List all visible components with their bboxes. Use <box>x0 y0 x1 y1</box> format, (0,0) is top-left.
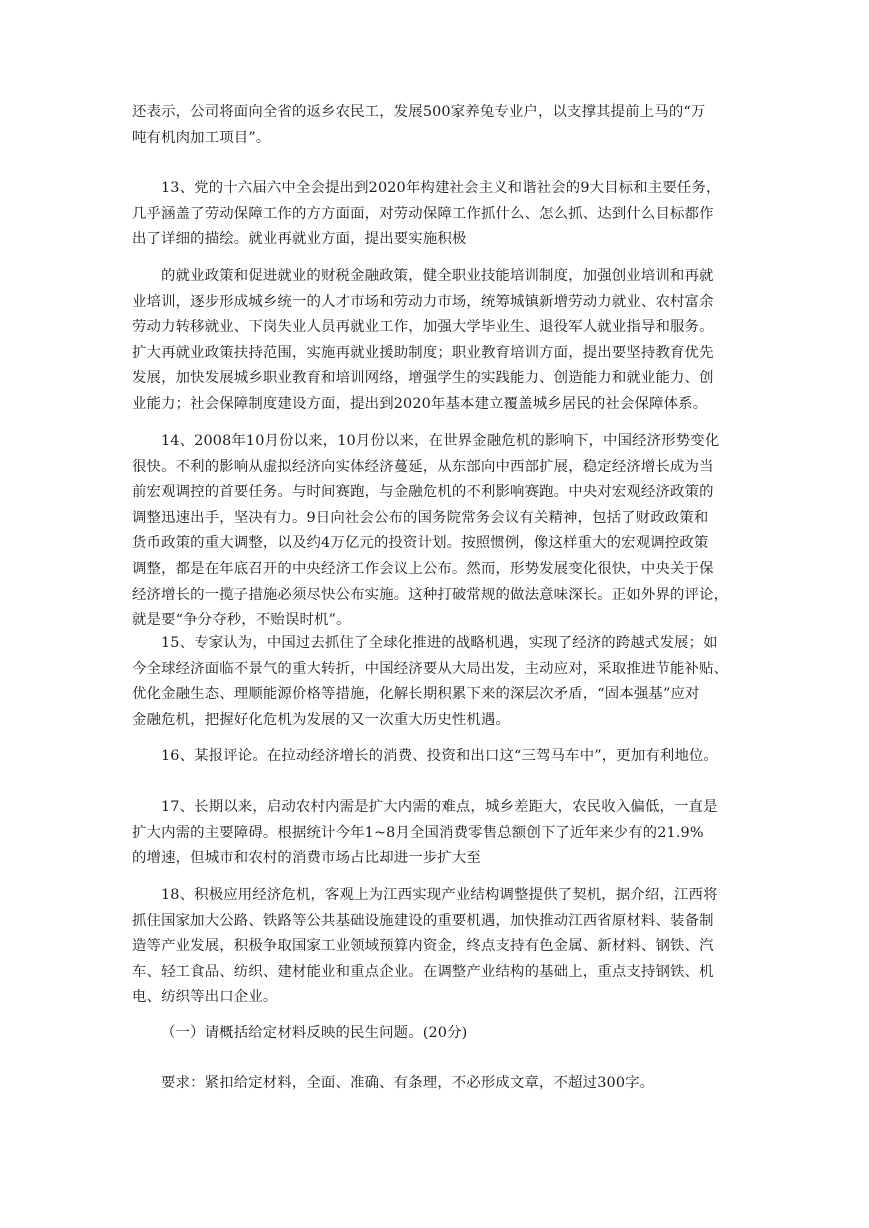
text-line: 今全球经济面临不景气的重大转折，中国经济要从大局出发，主动应对，采取推进节能补贴、 <box>132 660 729 677</box>
text-line: 调整，都是在年底召开的中央经济工作会议上公布。然而，形势发展变化很快，中央关于保 <box>132 560 714 577</box>
text-line: 扩大内需的主要障碍。根据统计今年1~8月全国消费零售总额创下了近年来少有的21.9% <box>132 824 704 841</box>
text-line: 要求：紧扣给定材料，全面、准确、有条理，不必形成文章，不超过300字。 <box>161 1075 655 1091</box>
text-line: 15、专家认为，中国过去抓住了全球化推进的战略机遇，实现了经济的跨越式发展；如 <box>161 635 718 651</box>
paragraph-13 <box>132 176 744 253</box>
paragraph-14 <box>132 429 744 634</box>
paragraph-rabbit-farming <box>132 100 744 151</box>
text-line: 还表示，公司将面向全省的返乡农民工，发展500家养兔专业户，以支撑其提前上马的“万 <box>132 104 706 120</box>
paragraph-16 <box>132 744 744 770</box>
text-line: 就是要“争分夺秒，不贻误时机”。 <box>132 612 351 629</box>
text-line: 发展，加快发展城乡职业教育和培训网络，增强学生的实践能力、创造能力和就业能力、创 <box>132 370 714 387</box>
text-line: （一）请概括给定材料反映的民生问题。(20分) <box>161 1025 468 1041</box>
text-line: 扩大再就业政策扶持范围，实施再就业援助制度；职业教育培训方面，提出要坚持教育优先 <box>132 344 714 361</box>
text-line: 车、轻工食品、纺织、建材能业和重点企业。在调整产业结构的基础上，重点支持钢铁、机 <box>132 963 714 980</box>
text-line: 前宏观调控的首要任务。与时间赛跑，与金融危机的不利影响赛跑。中央对宏观经济政策的 <box>132 484 714 501</box>
text-line: 的增速，但城市和农村的消费市场占比却进一步扩大至 <box>132 850 481 867</box>
text-line: 几乎涵盖了劳动保障工作的方方面面，对劳动保障工作抓什么、怎么抓、达到什么目标都作 <box>132 205 714 222</box>
text-line: 14、2008年10月份以来，10月份以来，在世界金融危机的影响下，中国经济形势变化 <box>161 433 720 449</box>
text-line: 抓住国家加大公路、铁路等公共基础设施建设的重要机遇，加快推动江西省原材料、装备制 <box>132 912 714 929</box>
text-line: 13、党的十六届六中全会提出到2020年构建社会主义和谐社会的9大目标和主要任务， <box>161 180 721 196</box>
paragraph-18 <box>132 883 744 1011</box>
text-line: 出了详细的描绘。就业再就业方面，提出要实施积极 <box>132 231 467 248</box>
text-line: 电、纺织等出口企业。 <box>132 989 278 1006</box>
text-line: 调整迅速出手，坚决有力。9日向社会公布的国务院常务会议有关精神，包括了财政政策和 <box>132 509 709 526</box>
paragraph-17 <box>132 795 744 872</box>
text-line: 业培训，逐步形成城乡统一的人才市场和劳动力市场，统筹城镇新增劳动力就业、农村富余 <box>132 293 714 310</box>
paragraph-13-continued <box>132 264 744 418</box>
text-line: 劳动力转移就业、下岗失业人员再就业工作，加强大学毕业生、退役军人就业指导和服务。 <box>132 319 714 336</box>
question-1-requirements <box>132 1071 744 1097</box>
text-line: 经济增长的一揽子措施必须尽快公布实施。这种打破常规的做法意味深长。正如外界的评论， <box>132 586 729 603</box>
text-line: 18、积极应用经济危机，客观上为江西实现产业结构调整提供了契机，据介绍，江西将 <box>161 887 718 903</box>
text-line: 优化金融生态、理顺能源价格等措施，化解长期积累下来的深层次矛盾，“固本强基”应对 <box>132 686 700 703</box>
paragraph-15 <box>132 631 744 733</box>
text-line: 17、长期以来，启动农村内需是扩大内需的难点，城乡差距大，农民收入偏低，一直是 <box>161 799 718 815</box>
text-line: 16、某报评论。在拉动经济增长的消费、投资和出口这“三驾马车中”，更加有利地位。 <box>161 748 719 764</box>
text-line: 很快。不利的影响从虚拟经济向实体经济蔓延，从东部向中西部扩展，稳定经济增长成为当 <box>132 458 714 475</box>
question-1 <box>132 1021 744 1047</box>
text-line: 吨有机肉加工项目”。 <box>132 129 271 146</box>
text-line: 业能力；社会保障制度建设方面，提出到2020年基本建立覆盖城乡居民的社会保障体系。 <box>132 395 708 412</box>
text-line: 金融危机，把握好化危机为发展的又一次重大历史性机遇。 <box>132 711 511 728</box>
text-line: 的就业政策和促进就业的财税金融政策，健全职业技能培训制度，加强创业培训和再就 <box>161 268 714 284</box>
text-line: 造等产业发展，积极争取国家工业领域预算内资金，终点支持有色金属、新材料、钢铁、汽 <box>132 938 714 955</box>
text-line: 货币政策的重大调整，以及约4万亿元的投资计划。按照惯例，像这样重大的宏观调控政策 <box>132 535 709 552</box>
